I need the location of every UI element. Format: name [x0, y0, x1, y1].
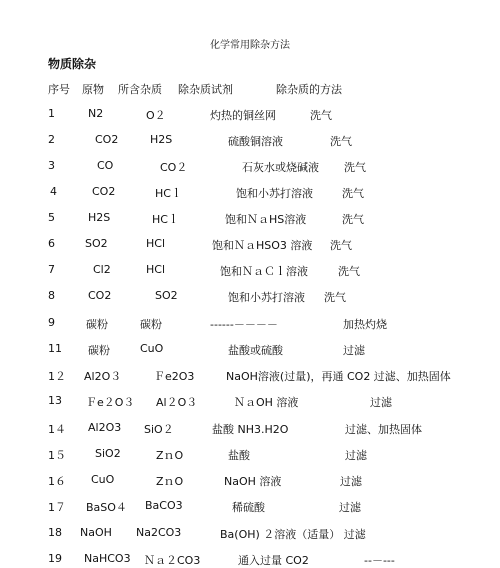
reagent: 饱和小苏打溶液	[228, 291, 305, 304]
table-row	[0, 473, 500, 489]
table-row	[0, 316, 500, 332]
row-index: 7	[48, 263, 55, 276]
table-row	[0, 185, 500, 201]
table-row	[0, 526, 500, 542]
original-substance: 碳粉	[88, 344, 110, 357]
row-index: 1４	[48, 423, 66, 436]
table-row	[0, 499, 500, 515]
page-title: 化学常用除杂方法	[210, 40, 290, 51]
header-impurity: 所含杂质	[118, 83, 162, 96]
table-header	[0, 81, 500, 97]
impurity: 碳粉	[140, 318, 162, 331]
reagent: 饱和小苏打溶液	[236, 187, 313, 200]
impurity: BaCO3	[145, 499, 183, 512]
original-substance: H2S	[88, 211, 111, 224]
method: 洗气	[330, 239, 352, 252]
row-index: 11	[48, 342, 62, 355]
method: 洗气	[342, 213, 364, 226]
table-row	[0, 368, 500, 384]
method: 洗气	[338, 265, 360, 278]
reagent: 灼热的铜丝网	[210, 109, 276, 122]
method: 洗气	[342, 187, 364, 200]
reagent: 硫酸铜溶液	[228, 135, 283, 148]
row-index: 1	[48, 107, 55, 120]
original-substance: CO2	[92, 185, 116, 198]
original-substance: NaOH	[80, 526, 112, 539]
method: 洗气	[330, 135, 352, 148]
original-substance: BaSO４	[86, 501, 127, 514]
reagent: 盐酸 NH3.H2O	[212, 423, 289, 436]
table-row	[0, 289, 500, 305]
impurity: HCl	[146, 263, 166, 276]
original-substance: SO2	[85, 237, 108, 250]
row-index: 18	[48, 526, 62, 539]
impurity: CuO	[140, 342, 164, 355]
original-substance: Al2O3	[88, 421, 122, 434]
table-row	[0, 211, 500, 227]
impurity: SO2	[155, 289, 178, 302]
header-method: 除杂质的方法	[276, 83, 342, 96]
original-substance: Al2O３	[84, 370, 122, 383]
impurity: Al２O３	[156, 396, 198, 409]
impurity: Ｆe2O3	[154, 370, 195, 383]
impurity: CO２	[160, 161, 188, 174]
method: 过滤	[370, 396, 392, 409]
reagent: 通入过量 CO2	[238, 554, 309, 567]
row-index: 1２	[48, 370, 66, 383]
impurity: ZｎO	[156, 475, 184, 488]
reagent: ------－－－－	[210, 318, 278, 331]
method: 洗气	[324, 291, 346, 304]
row-index: 1７	[48, 501, 66, 514]
original-substance: Cl2	[93, 263, 111, 276]
row-index: 2	[48, 133, 55, 146]
impurity: Na2CO3	[136, 526, 182, 539]
original-substance: N2	[88, 107, 104, 120]
table-row	[0, 263, 500, 279]
impurity: ZｎO	[156, 449, 184, 462]
reagent: ＮａOH 溶液	[234, 396, 299, 409]
row-index: 9	[48, 316, 55, 329]
impurity: HCｌ	[155, 187, 182, 200]
row-index: 8	[48, 289, 55, 302]
row-index: 6	[48, 237, 55, 250]
method: 过滤	[339, 501, 361, 514]
original-substance: NaHCO3	[84, 552, 131, 565]
reagent: 饱和ＮａHS溶液	[225, 213, 307, 226]
table-row	[0, 447, 500, 463]
table-row	[0, 421, 500, 437]
reagent: 饱和ＮａHSO3 溶液	[212, 239, 313, 252]
original-substance: CO2	[88, 289, 112, 302]
method: --－---	[364, 554, 395, 567]
table-row	[0, 342, 500, 358]
method: 洗气	[344, 161, 366, 174]
section-heading: 物质除杂	[48, 57, 97, 71]
row-index: 1６	[48, 475, 66, 488]
header-original: 原物	[82, 83, 104, 96]
reagent: 饱和ＮａＣｌ溶液	[220, 265, 308, 278]
reagent: 稀硫酸	[232, 501, 265, 514]
table-row	[0, 133, 500, 149]
table-row	[0, 107, 500, 123]
impurity: H2S	[150, 133, 173, 146]
impurity: Ｎａ２CO3	[144, 554, 201, 567]
method: 洗气	[310, 109, 332, 122]
original-substance: 碳粉	[86, 318, 108, 331]
original-substance: Ｆe２O３	[86, 396, 135, 409]
header-reagent: 除杂质试剂	[178, 83, 233, 96]
reagent: NaOH 溶液	[224, 475, 282, 488]
header-index: 序号	[48, 83, 70, 96]
reagent: 石灰水或烧碱液	[242, 161, 319, 174]
original-substance: SiO2	[95, 447, 121, 460]
reagent: 盐酸	[228, 449, 250, 462]
table-row	[0, 159, 500, 175]
impurity: HCｌ	[152, 213, 179, 226]
row-index: 5	[48, 211, 55, 224]
table-row	[0, 394, 500, 410]
method: 过滤	[345, 449, 367, 462]
original-substance: CO	[97, 159, 114, 172]
impurity: SiO２	[144, 423, 174, 436]
method: 过滤、加热固体	[345, 423, 422, 436]
reagent: 盐酸或硫酸	[228, 344, 283, 357]
impurity: HCl	[146, 237, 166, 250]
original-substance: CuO	[91, 473, 115, 486]
original-substance: CO2	[95, 133, 119, 146]
reagent: Ba(OH) ２溶液（适量） 过滤	[220, 528, 366, 541]
reagent: NaOH溶液(过量)，再通 CO2 过滤、加热固体	[226, 370, 451, 383]
row-index: 13	[48, 394, 62, 407]
table-row	[0, 237, 500, 253]
method: 过滤	[343, 344, 365, 357]
row-index: 3	[48, 159, 55, 172]
method: 过滤	[340, 475, 362, 488]
row-index: 4	[50, 185, 57, 198]
row-index: 19	[48, 552, 62, 565]
method: 加热灼烧	[343, 318, 387, 331]
impurity: O２	[146, 109, 166, 122]
row-index: 1５	[48, 449, 66, 462]
